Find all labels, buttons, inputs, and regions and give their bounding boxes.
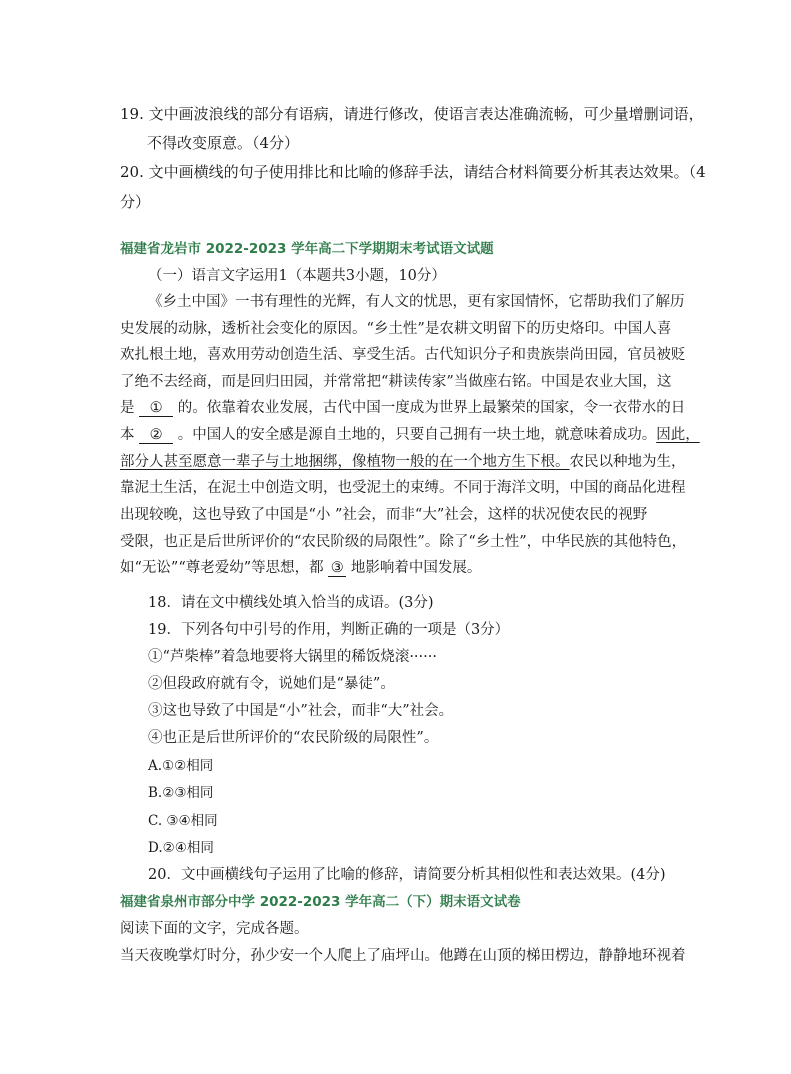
question-18: 18．请在文中横线处填入恰当的成语。(3分) (148, 595, 434, 611)
option-c: C. ③④相同 (148, 813, 218, 829)
passage-line-3: 欢扎根土地，喜欢用劳动创造生活、享受生活。古代知识分子和贵族崇尚田园，官员被贬 (120, 347, 686, 363)
passage-line-8: 靠泥土生活，在泥土中创造文明，也受泥土的束缚。不同于海洋文明，中国的商品化进程 (120, 480, 686, 496)
question-19-line-1: 19. 文中画波浪线的部分有语病，请进行修改，使语言表达准确流畅，可少量增删词语， (120, 105, 704, 123)
question-20-line-1: 20. 文中画横线的句子使用排比和比喻的修辞手法，请结合材料简要分析其表达效果。（4 (120, 163, 706, 181)
passage-line-4: 了绝不去经商，而是回归田园，并常常把“耕读传家”当做座右铭。中国是农业大国，这 (120, 374, 672, 390)
passage-line-1: 《乡土中国》一书有理性的光辉，有人文的忧思，更有家国情怀，它帮助我们了解历 (148, 294, 685, 310)
quote-item-4: ④也正是后世所评价的“农民阶级的局限性”。 (148, 730, 439, 746)
section-2-instruction: 阅读下面的文字，完成各题。 (120, 921, 309, 937)
passage-line-5-end: 的。依靠着农业发展，古代中国一度成为世界上最繁荣的国家，令一衣带水的日 (177, 400, 686, 416)
passage-line-6-middle: 。中国人的安全感是源自土地的，只要自己拥有一块土地，就意味着成功。 (177, 427, 657, 443)
section-2-passage-line-1: 当天夜晚掌灯时分，孙少安一个人爬上了庙坪山。他蹲在山顶的梯田楞边，静静地环视着 (120, 948, 686, 964)
passage-line-6-start: 本 (120, 427, 135, 443)
section-1-heading: 福建省龙岩市 2022-2023 学年高二下学期期末考试语文试题 (120, 241, 494, 257)
section-1-subheading: （一）语言文字运用1（本题共3小题，10分） (148, 268, 446, 284)
passage-line-7 (120, 452, 686, 472)
underlined-sentence-part-2: 部分人甚至愿意一辈子与土地捆绑，像植物一般的在一个地方生下根。 (120, 454, 570, 470)
option-d: D.②④相同 (148, 840, 214, 856)
quote-item-3: ③这也导致了中国是“小”社会，而非“大”社会。 (148, 703, 454, 719)
blank-3: ③ (328, 560, 346, 577)
passage-line-11-end: 地影响着中国发展。 (350, 560, 482, 576)
underlined-sentence-part-1: 因此， (656, 427, 700, 443)
passage-line-6 (120, 425, 700, 445)
quote-item-2: ②但段政府就有令，说她们是“暴徒”。 (148, 676, 395, 692)
passage-line-5 (120, 398, 685, 418)
option-a: A.①②相同 (148, 758, 214, 774)
option-b: B.②③相同 (148, 785, 214, 801)
quote-item-1: ①“芦柴棒”着急地要将大锅里的稀饭烧滚······ (148, 649, 437, 665)
passage-line-11-start: 如“无讼”“尊老爱幼”等思想，都 (120, 560, 324, 576)
passage-line-7-end: 农民以种地为生， (569, 454, 686, 470)
passage-line-10: 受限，也正是后世所评价的“农民阶级的局限性”。除了“乡土性”，中华民族的其他特色， (120, 534, 687, 550)
question-20-line-2: 分） (120, 193, 151, 211)
question-20: 20．文中画横线句子运用了比喻的修辞，请简要分析其相似性和表达效果。(4分) (148, 867, 666, 883)
passage-line-11 (120, 558, 481, 578)
section-2-heading: 福建省泉州市部分中学 2022-2023 学年高二（下）期末语文试卷 (120, 894, 521, 910)
question-19: 19．下列各句中引号的作用，判断正确的一项是（3分） (148, 622, 510, 638)
blank-2: ② (139, 427, 173, 444)
passage-line-9: 出现较晚，这也导致了中国是“小 ”社会，而非“大”社会，这样的状况使农民的视野 (120, 507, 648, 523)
blank-1: ① (139, 400, 173, 417)
passage-line-5-start: 是 (120, 400, 135, 416)
question-19-line-2: 不得改变原意。（4分） (147, 134, 300, 152)
passage-line-2: 史发展的动脉，透析社会变化的原因。“乡土性”是农耕文明留下的历史烙印。中国人喜 (120, 321, 672, 337)
